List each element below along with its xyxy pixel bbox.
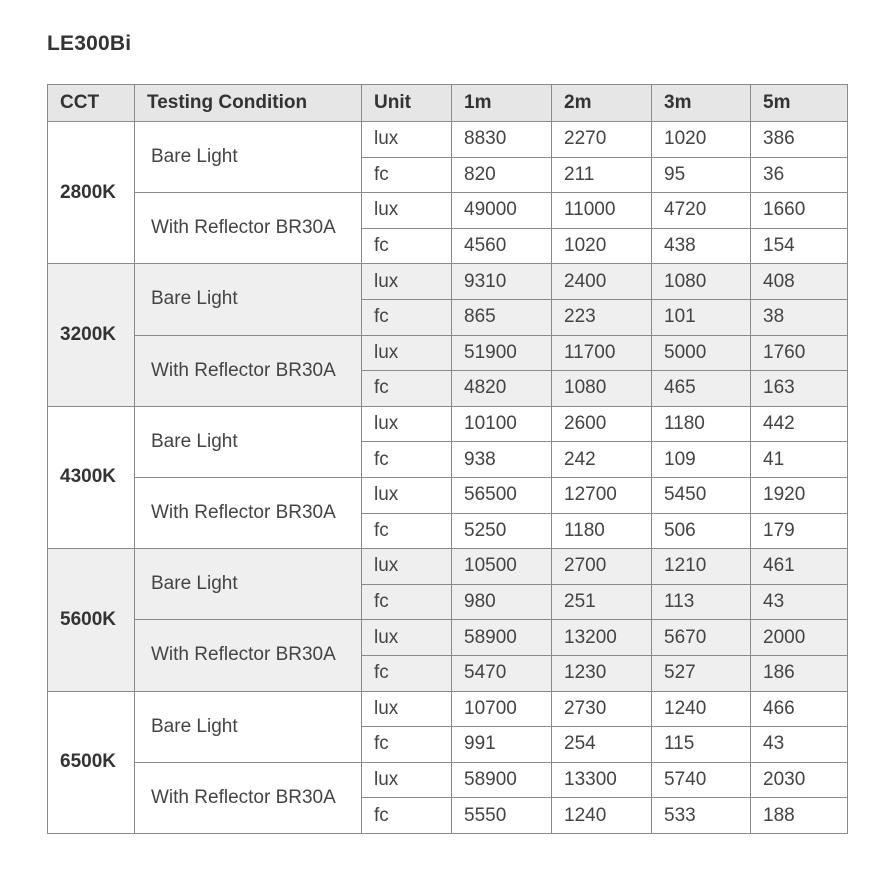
value-cell-3m: 5670 (652, 620, 751, 656)
table-row (48, 122, 848, 158)
value-cell-2m: 1180 (552, 513, 652, 549)
value-cell-2m: 254 (552, 727, 652, 763)
value-cell-3m: 527 (652, 655, 751, 691)
table-row (48, 477, 848, 513)
value-cell-1m: 820 (452, 157, 552, 193)
unit-cell: fc (362, 584, 452, 620)
value-cell-3m: 1080 (652, 264, 751, 300)
value-cell-2m: 1020 (552, 228, 652, 264)
value-cell-5m: 36 (751, 157, 848, 193)
value-cell-1m: 58900 (452, 762, 552, 798)
value-cell-3m: 5740 (652, 762, 751, 798)
value-cell-5m: 154 (751, 228, 848, 264)
testing-condition-cell: Bare Light (135, 122, 362, 193)
header-unit: Unit (362, 85, 452, 122)
header-cct: CCT (48, 85, 135, 122)
header-3m: 3m (652, 85, 751, 122)
value-cell-1m: 10500 (452, 549, 552, 585)
value-cell-5m: 2030 (751, 762, 848, 798)
cct-cell: 3200K (48, 264, 135, 406)
unit-cell: fc (362, 157, 452, 193)
value-cell-2m: 242 (552, 442, 652, 478)
photometric-table (47, 84, 848, 834)
unit-cell: fc (362, 798, 452, 834)
unit-cell: lux (362, 406, 452, 442)
page-title: LE300Bi (47, 32, 132, 55)
value-cell-2m: 251 (552, 584, 652, 620)
value-cell-3m: 506 (652, 513, 751, 549)
value-cell-2m: 1240 (552, 798, 652, 834)
unit-cell: lux (362, 762, 452, 798)
table-row (48, 620, 848, 656)
value-cell-1m: 5470 (452, 655, 552, 691)
cct-cell: 2800K (48, 122, 135, 264)
testing-condition-cell: With Reflector BR30A (135, 335, 362, 406)
unit-cell: lux (362, 122, 452, 158)
value-cell-1m: 991 (452, 727, 552, 763)
value-cell-5m: 1660 (751, 193, 848, 229)
value-cell-5m: 179 (751, 513, 848, 549)
unit-cell: lux (362, 477, 452, 513)
testing-condition-cell: Bare Light (135, 549, 362, 620)
value-cell-5m: 442 (751, 406, 848, 442)
value-cell-5m: 188 (751, 798, 848, 834)
value-cell-1m: 8830 (452, 122, 552, 158)
table-body (48, 122, 848, 834)
value-cell-5m: 163 (751, 371, 848, 407)
value-cell-2m: 2700 (552, 549, 652, 585)
value-cell-5m: 2000 (751, 620, 848, 656)
table-row (48, 264, 848, 300)
value-cell-5m: 38 (751, 299, 848, 335)
cct-cell: 4300K (48, 406, 135, 548)
table-row (48, 406, 848, 442)
table-row (48, 691, 848, 727)
value-cell-3m: 1020 (652, 122, 751, 158)
table-header-row (48, 85, 848, 122)
value-cell-2m: 11700 (552, 335, 652, 371)
value-cell-1m: 10700 (452, 691, 552, 727)
value-cell-2m: 223 (552, 299, 652, 335)
value-cell-2m: 2730 (552, 691, 652, 727)
value-cell-5m: 43 (751, 727, 848, 763)
testing-condition-cell: Bare Light (135, 406, 362, 477)
testing-condition-cell: With Reflector BR30A (135, 193, 362, 264)
value-cell-3m: 115 (652, 727, 751, 763)
header-1m: 1m (452, 85, 552, 122)
value-cell-3m: 4720 (652, 193, 751, 229)
testing-condition-cell: Bare Light (135, 264, 362, 335)
testing-condition-cell: With Reflector BR30A (135, 477, 362, 548)
value-cell-5m: 43 (751, 584, 848, 620)
unit-cell: lux (362, 264, 452, 300)
value-cell-2m: 1080 (552, 371, 652, 407)
value-cell-3m: 438 (652, 228, 751, 264)
unit-cell: fc (362, 299, 452, 335)
testing-condition-cell: With Reflector BR30A (135, 762, 362, 833)
unit-cell: fc (362, 442, 452, 478)
value-cell-1m: 4560 (452, 228, 552, 264)
value-cell-1m: 865 (452, 299, 552, 335)
header-5m: 5m (751, 85, 848, 122)
unit-cell: fc (362, 655, 452, 691)
value-cell-1m: 4820 (452, 371, 552, 407)
header-testing-condition: Testing Condition (135, 85, 362, 122)
value-cell-2m: 12700 (552, 477, 652, 513)
unit-cell: lux (362, 549, 452, 585)
unit-cell: lux (362, 691, 452, 727)
unit-cell: fc (362, 727, 452, 763)
value-cell-1m: 5250 (452, 513, 552, 549)
value-cell-5m: 41 (751, 442, 848, 478)
value-cell-3m: 101 (652, 299, 751, 335)
table-row (48, 549, 848, 585)
value-cell-3m: 1240 (652, 691, 751, 727)
testing-condition-cell: Bare Light (135, 691, 362, 762)
header-2m: 2m (552, 85, 652, 122)
value-cell-5m: 186 (751, 655, 848, 691)
value-cell-2m: 211 (552, 157, 652, 193)
value-cell-1m: 51900 (452, 335, 552, 371)
unit-cell: fc (362, 513, 452, 549)
value-cell-1m: 10100 (452, 406, 552, 442)
value-cell-3m: 465 (652, 371, 751, 407)
value-cell-3m: 95 (652, 157, 751, 193)
value-cell-5m: 466 (751, 691, 848, 727)
unit-cell: lux (362, 335, 452, 371)
value-cell-5m: 386 (751, 122, 848, 158)
value-cell-3m: 533 (652, 798, 751, 834)
unit-cell: lux (362, 193, 452, 229)
value-cell-3m: 113 (652, 584, 751, 620)
value-cell-3m: 1210 (652, 549, 751, 585)
value-cell-1m: 980 (452, 584, 552, 620)
value-cell-2m: 13200 (552, 620, 652, 656)
value-cell-3m: 5000 (652, 335, 751, 371)
value-cell-3m: 5450 (652, 477, 751, 513)
unit-cell: lux (362, 620, 452, 656)
unit-cell: fc (362, 371, 452, 407)
cct-cell: 5600K (48, 549, 135, 691)
value-cell-1m: 56500 (452, 477, 552, 513)
value-cell-5m: 408 (751, 264, 848, 300)
value-cell-1m: 938 (452, 442, 552, 478)
value-cell-2m: 2600 (552, 406, 652, 442)
value-cell-5m: 1920 (751, 477, 848, 513)
testing-condition-cell: With Reflector BR30A (135, 620, 362, 691)
table-row (48, 193, 848, 229)
table-row (48, 335, 848, 371)
value-cell-1m: 5550 (452, 798, 552, 834)
table-row (48, 762, 848, 798)
value-cell-2m: 13300 (552, 762, 652, 798)
value-cell-3m: 1180 (652, 406, 751, 442)
value-cell-2m: 2270 (552, 122, 652, 158)
value-cell-5m: 1760 (751, 335, 848, 371)
value-cell-1m: 58900 (452, 620, 552, 656)
value-cell-5m: 461 (751, 549, 848, 585)
value-cell-3m: 109 (652, 442, 751, 478)
value-cell-1m: 9310 (452, 264, 552, 300)
cct-cell: 6500K (48, 691, 135, 833)
value-cell-1m: 49000 (452, 193, 552, 229)
unit-cell: fc (362, 228, 452, 264)
value-cell-2m: 1230 (552, 655, 652, 691)
value-cell-2m: 11000 (552, 193, 652, 229)
value-cell-2m: 2400 (552, 264, 652, 300)
